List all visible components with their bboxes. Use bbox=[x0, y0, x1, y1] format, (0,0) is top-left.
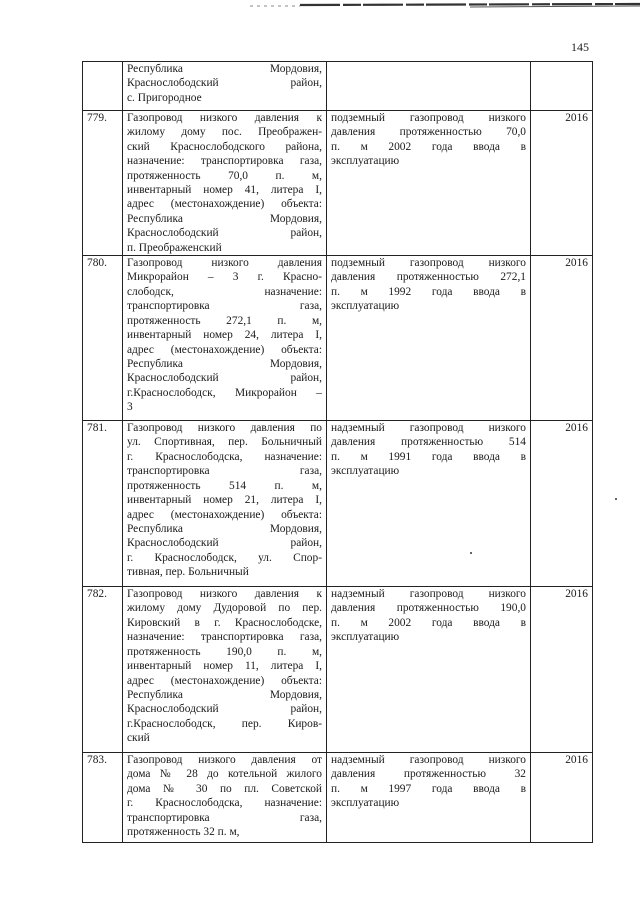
cell-text-line: дома № 28 до котельной жилого bbox=[127, 768, 322, 781]
cell-text-line: Республика Мордовия, bbox=[127, 212, 322, 225]
cell-text-line: Краснослободский район, bbox=[127, 372, 322, 385]
cell-text-line: Газопровод низкого давления к bbox=[127, 112, 322, 124]
cell-text-line: транспортировка газа, bbox=[127, 811, 322, 824]
row-number-cell: 782. bbox=[83, 587, 123, 753]
year-cell: 2016 bbox=[531, 256, 593, 421]
cell-text-line: п. м 2002 года ввода в bbox=[331, 616, 526, 629]
cell-text-line: протяженность 272,1 п. м, bbox=[127, 314, 322, 327]
cell-text-line: эксплуатацию bbox=[331, 631, 400, 644]
cell-text-line: эксплуатацию bbox=[331, 797, 400, 810]
cell-text-line: надземный газопровод низкого bbox=[331, 422, 526, 435]
cell-text-line: протяженность 514 п. м, bbox=[127, 479, 322, 492]
cell-text-line: назначение: транспортировка газа, bbox=[127, 155, 322, 168]
cell-text-line: жилому дому Дудоровой по пер. bbox=[127, 602, 322, 615]
cell-text-line: инвентарный номер 11, литера I, bbox=[127, 660, 322, 673]
object-name-cell bbox=[123, 753, 327, 843]
cell-text-line: ул. Спортивная, пер. Больничный bbox=[127, 436, 322, 449]
cell-text-line: Республика Мордовия, bbox=[127, 357, 322, 370]
characteristics-cell bbox=[327, 62, 531, 111]
cell-text-line: Газопровод низкого давления bbox=[127, 257, 322, 270]
cell-text-line: подземный газопровод низкого bbox=[331, 257, 526, 270]
cell-text-line: п. м 2002 года ввода в bbox=[331, 140, 526, 153]
cell-text-line: жилому дому пос. Преображен- bbox=[127, 126, 322, 139]
cell-text-line: п. м 1992 года ввода в bbox=[331, 285, 526, 298]
cell-text-line: давления протяженностью 190,0 bbox=[331, 602, 526, 615]
cell-text-line: адрес (местонахождение) объекта: bbox=[127, 674, 322, 687]
year-cell: 2016 bbox=[531, 111, 593, 256]
cell-text-line: г. Краснослободска, назначение: bbox=[127, 450, 322, 463]
cell-text-line: п. м 1991 года ввода в bbox=[331, 450, 526, 463]
cell-text-line: давления протяженностью 272,1 bbox=[331, 271, 526, 284]
cell-text-line: Микрорайон – 3 г. Красно- bbox=[127, 271, 322, 284]
table-row bbox=[83, 421, 593, 587]
registry-table bbox=[82, 61, 593, 843]
cell-text-line: ский bbox=[127, 732, 150, 745]
table-row bbox=[83, 111, 593, 256]
cell-text-line: г. Краснослободск, ул. Спор- bbox=[127, 551, 322, 564]
cell-text-line: тивная, пер. Больничный bbox=[127, 566, 249, 579]
cell-text-line: г. Краснослободска, назначение: bbox=[127, 797, 322, 810]
cell-text-line: Краснослободский район, bbox=[127, 703, 322, 716]
cell-text-line: протяженность 190,0 п. м, bbox=[127, 645, 322, 658]
object-name-cell bbox=[123, 256, 327, 421]
cell-text-line: эксплуатацию bbox=[331, 155, 400, 168]
characteristics-cell bbox=[327, 111, 531, 256]
object-name-cell bbox=[123, 62, 327, 111]
cell-text-line: протяженность 32 п. м, bbox=[127, 826, 240, 839]
cell-text-line: с. Пригородное bbox=[127, 91, 202, 104]
row-number-cell: 779. bbox=[83, 111, 123, 256]
object-name-cell bbox=[123, 111, 327, 256]
table-row-continuation bbox=[83, 62, 593, 111]
cell-text-line: эксплуатацию bbox=[331, 465, 400, 478]
year-cell: 2016 bbox=[531, 421, 593, 587]
cell-text-line: адрес (местонахождение) объекта: bbox=[127, 508, 322, 521]
cell-text-line: транспортировка газа, bbox=[127, 465, 322, 478]
row-number-cell bbox=[83, 62, 123, 111]
cell-text-line: протяженность 70,0 п. м, bbox=[127, 169, 322, 182]
cell-text-line: давления протяженностью 70,0 bbox=[331, 126, 526, 139]
characteristics-cell bbox=[327, 753, 531, 843]
cell-text-line: п. Преображенский bbox=[127, 241, 222, 254]
object-name-cell bbox=[123, 587, 327, 753]
cell-text-line: инвентарный номер 21, литера I, bbox=[127, 494, 322, 507]
cell-text-line: Краснослободский район, bbox=[127, 227, 322, 240]
cell-text-line: адрес (местонахождение) объекта: bbox=[127, 198, 322, 211]
year-cell: 2016 bbox=[531, 753, 593, 843]
scan-speck bbox=[470, 552, 472, 554]
cell-text-line: 3 bbox=[127, 401, 133, 414]
cell-text-line: г.Краснослободск, Микрорайон – bbox=[127, 386, 322, 399]
row-number-cell: 783. bbox=[83, 753, 123, 843]
cell-text-line: Республика Мордовия, bbox=[127, 688, 322, 701]
cell-text-line: п. м 1997 года ввода в bbox=[331, 782, 526, 795]
row-number-cell: 781. bbox=[83, 421, 123, 587]
row-number-cell: 780. bbox=[83, 256, 123, 421]
cell-text-line: Краснослободский район, bbox=[127, 537, 322, 550]
table-row bbox=[83, 587, 593, 753]
characteristics-cell bbox=[327, 256, 531, 421]
cell-text-line: давления протяженностью 32 bbox=[331, 768, 526, 781]
cell-text-line: адрес (местонахождение) объекта: bbox=[127, 343, 322, 356]
cell-text-line: дома № 30 по пл. Советской bbox=[127, 782, 322, 795]
cell-text-line: надземный газопровод низкого bbox=[331, 754, 526, 767]
table-row bbox=[83, 256, 593, 421]
cell-text-line: г.Краснослободск, пер. Киров- bbox=[127, 717, 322, 730]
cell-text-line: инвентарный номер 41, литера I, bbox=[127, 184, 322, 197]
cell-text-line: надземный газопровод низкого bbox=[331, 588, 526, 601]
cell-text-line: Республика Мордовия, bbox=[127, 522, 322, 535]
table-row bbox=[83, 753, 593, 843]
cell-text-line: Краснослободский район, bbox=[127, 77, 322, 90]
cell-text-line: ский Краснослободского района, bbox=[127, 140, 322, 153]
cell-text-line: эксплуатацию bbox=[331, 300, 400, 313]
cell-text-line: слободск, назначение: bbox=[127, 285, 322, 298]
cell-text-line: транспортировка газа, bbox=[127, 300, 322, 313]
year-cell: 2016 bbox=[531, 587, 593, 753]
cell-text-line: Республика Мордовия, bbox=[127, 63, 322, 75]
page-number: 145 bbox=[571, 40, 589, 54]
cell-text-line: Кировский в г. Краснослободске, bbox=[127, 616, 322, 629]
characteristics-cell bbox=[327, 421, 531, 587]
cell-text-line: Газопровод низкого давления к bbox=[127, 588, 322, 601]
scan-speck bbox=[615, 498, 617, 500]
object-name-cell bbox=[123, 421, 327, 587]
cell-text-line: назначение: транспортировка газа, bbox=[127, 631, 322, 644]
cell-text-line: давления протяженностью 514 bbox=[331, 436, 526, 449]
cell-text-line: Газопровод низкого давления от bbox=[127, 754, 322, 767]
scan-edge-artifact bbox=[0, 0, 640, 14]
characteristics-cell bbox=[327, 587, 531, 753]
cell-text-line: Газопровод низкого давления по bbox=[127, 422, 322, 435]
cell-text-line: подземный газопровод низкого bbox=[331, 112, 526, 124]
cell-text-line: инвентарный номер 24, литера I, bbox=[127, 329, 322, 342]
year-cell bbox=[531, 62, 593, 111]
